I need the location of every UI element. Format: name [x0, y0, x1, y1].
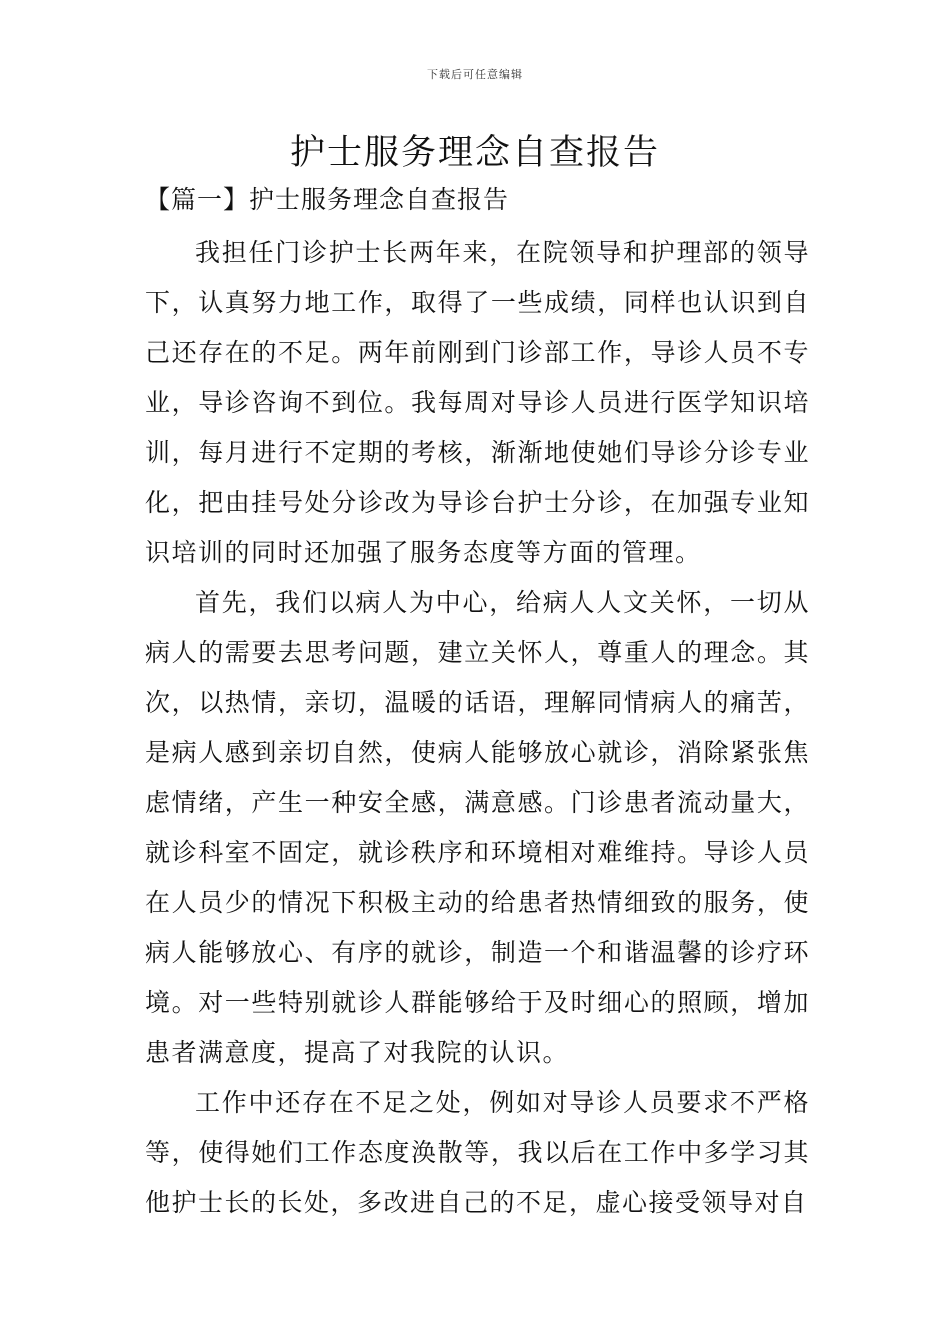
section-heading: 【篇一】护士服务理念自查报告 [145, 185, 510, 214]
document-body [145, 228, 810, 1228]
paragraph-1: 我担任门诊护士长两年来，在院领导和护理部的领导下，认真努力地工作，取得了一些成绩，同样也认识到自己还存在的不足。两年前刚到门诊部工作，导诊人员不专业，导诊咨询不到位。我每周对导诊人员进行医学知识培训，每月进行不定期的考核，渐渐地使她们导诊分诊专业化，把由挂号处分诊改为导诊台护士分诊，在加强专业知识培训的同时还加强了服务态度等方面的管理。 [145, 238, 810, 567]
header-note: 下载后可任意编辑 [427, 68, 523, 81]
paragraph-2: 首先，我们以病人为中心，给病人人文关怀，一切从病人的需要去思考问题，建立关怀人，尊重人的理念。其次，以热情，亲切，温暖的话语，理解同情病人的痛苦，是病人感到亲切自然，使病人能够放心就诊，消除紧张焦虑情绪，产生一种安全感，满意感。门诊患者流动量大，就诊科室不固定，就诊秩序和环境相对难维持。导诊人员在人员少的情况下积极主动的给患者热情细致的服务，使病人能够放心、有序的就诊，制造一个和谐温馨的诊疗环境。对一些特别就诊人群能够给于及时细心的照顾，增加患者满意度，提高了对我院的认识。 [145, 588, 810, 1067]
document-title: 护士服务理念自查报告 [289, 133, 660, 173]
paragraph-3: 工作中还存在不足之处，例如对导诊人员要求不严格等，使得她们工作态度涣散等，我以后在工作中多学习其他护士长的长处，多改进自己的不足，虚心接受领导对自 [145, 1088, 810, 1217]
